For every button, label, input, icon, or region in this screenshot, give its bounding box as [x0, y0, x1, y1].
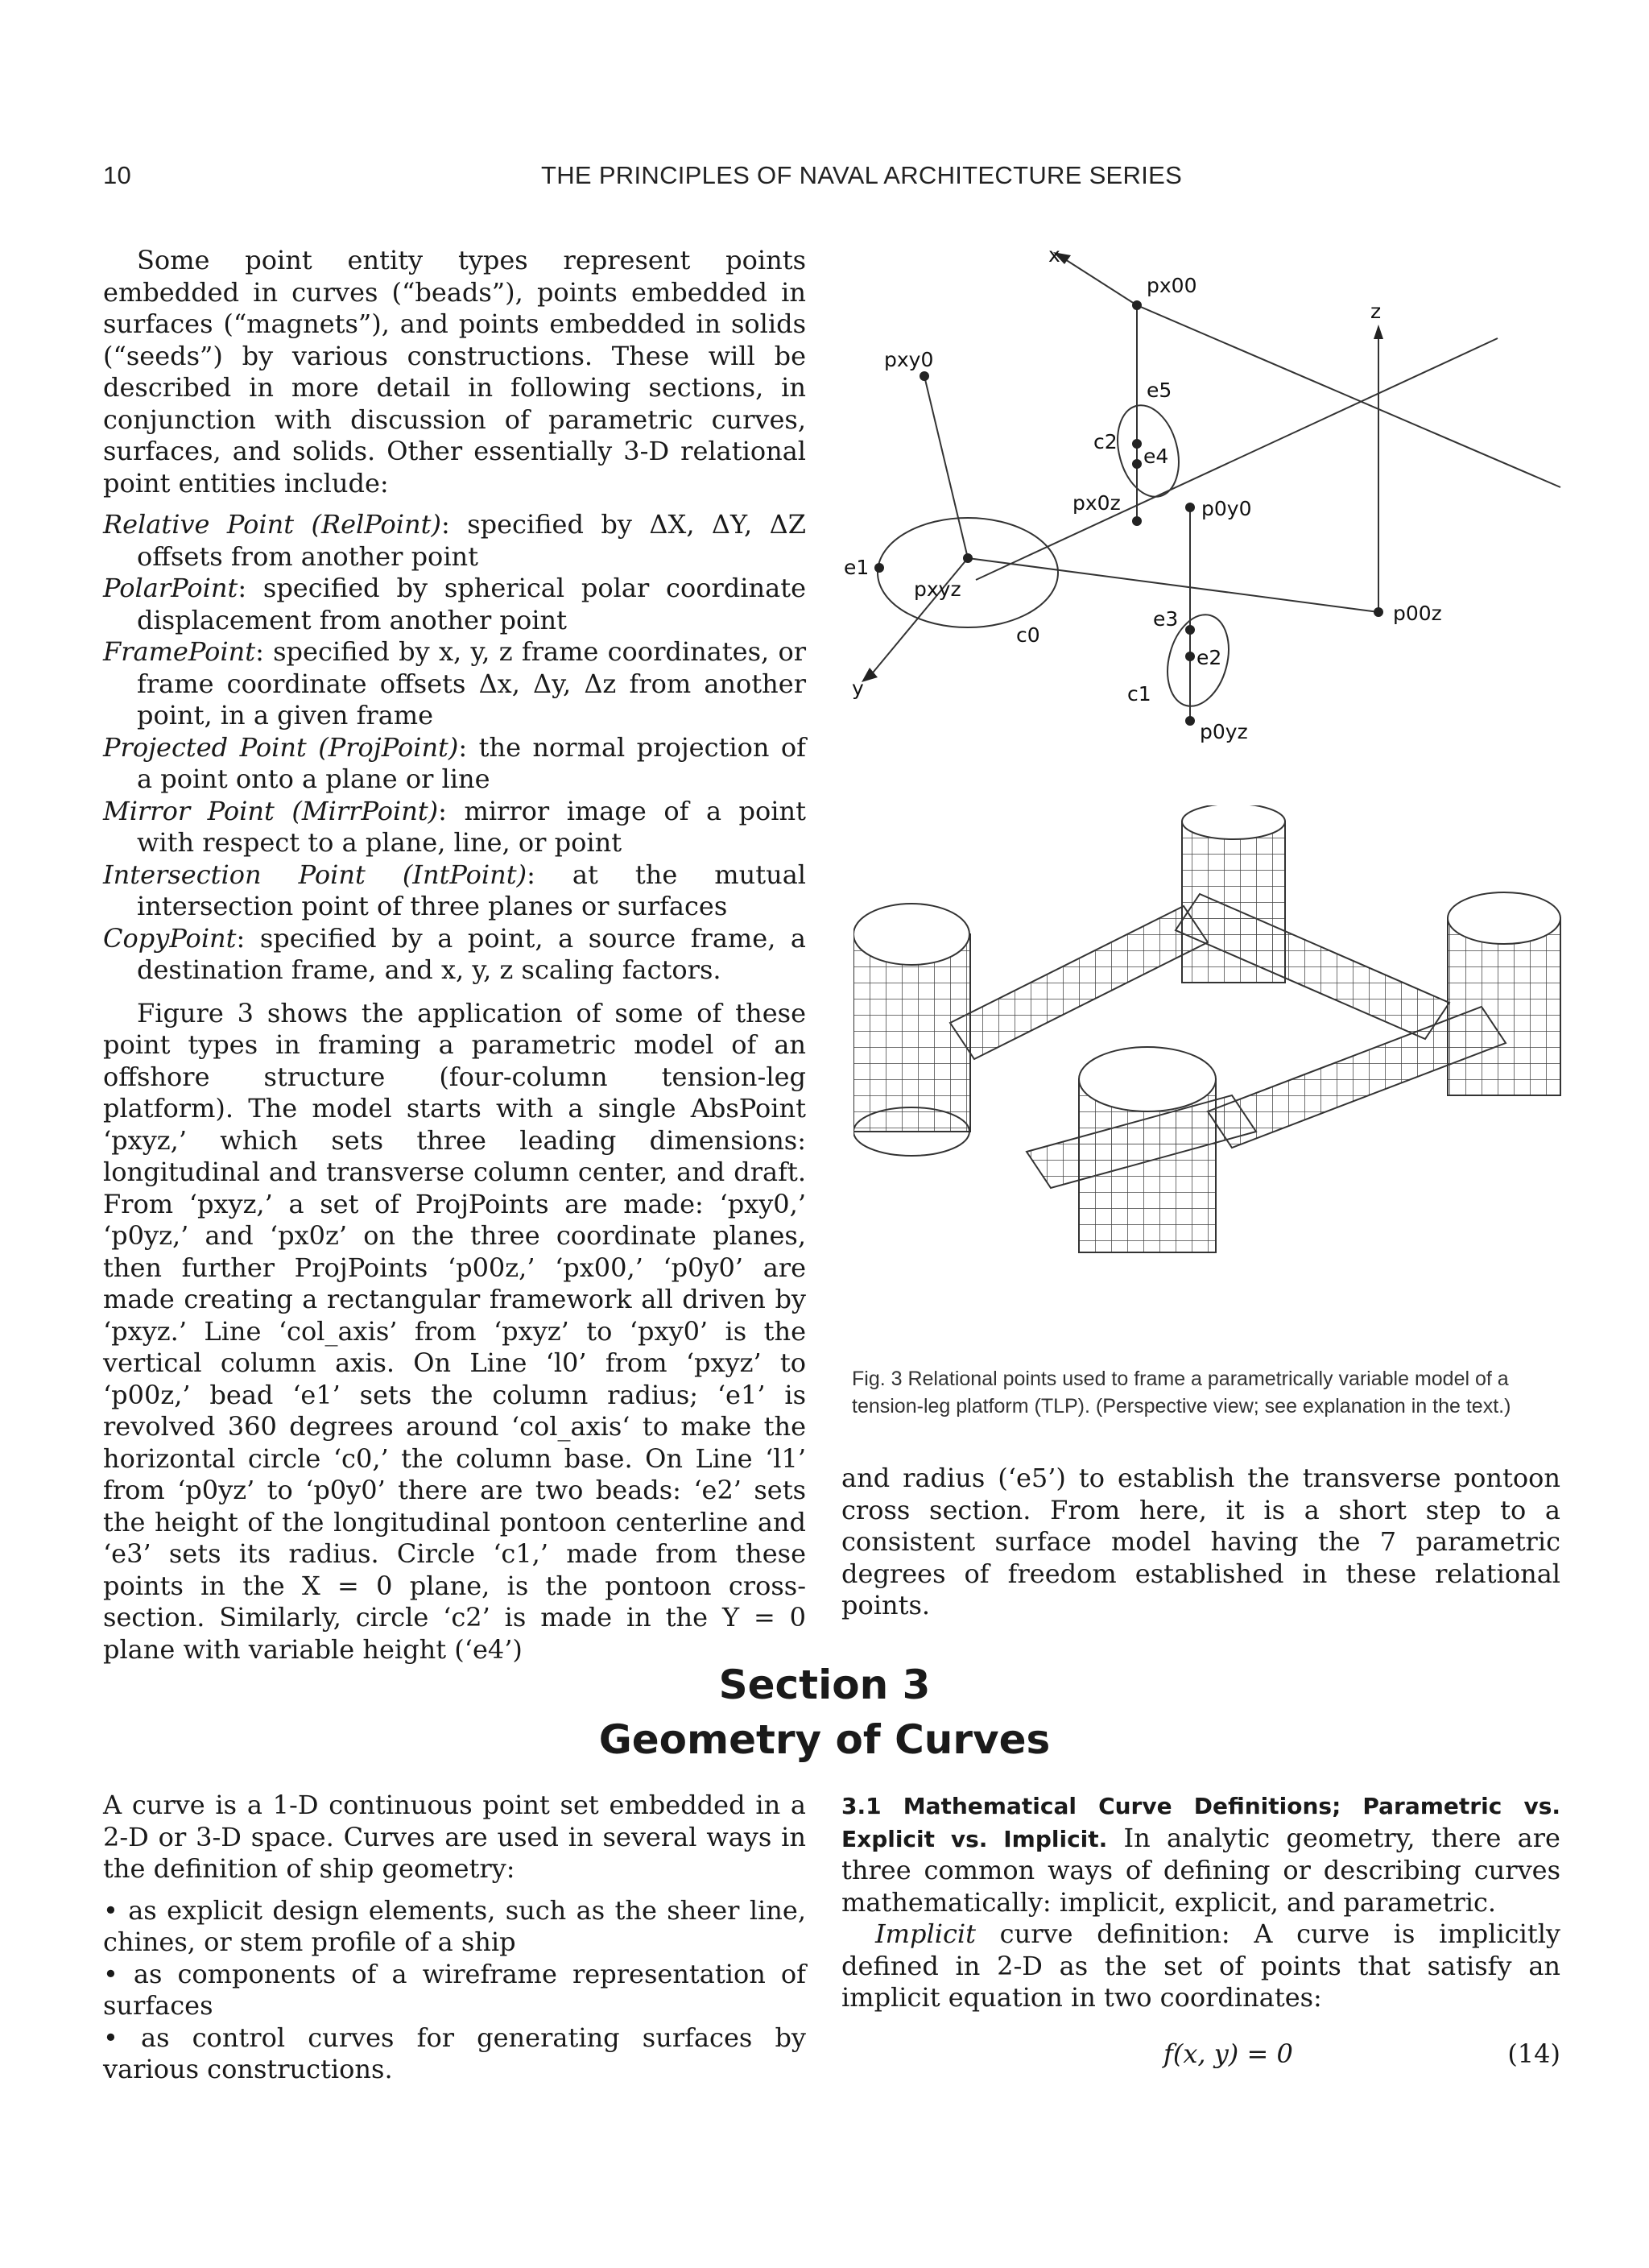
point-e5: [1132, 439, 1142, 449]
definition-item: Intersection Point (IntPoint): at the mutual intersection point of three planes or surfaces: [103, 859, 807, 921]
label-pxyz: pxyz: [914, 577, 961, 601]
subsection-paragraph: 3.1 Mathematical Curve Definitions; Parametric vs. Explicit vs. Implicit. In analytic geometry, there are three common ways of defining or describing curves mathematically: implicit, explicit, and parametric.: [841, 1793, 1560, 1918]
frame-line: [976, 338, 1498, 580]
label-e3: e3: [1153, 607, 1179, 631]
point-p00z: [1374, 607, 1383, 617]
label-e2: e2: [1196, 646, 1222, 669]
equation-number: (14): [1507, 2038, 1560, 2069]
equation-14: [841, 2038, 1560, 2079]
label-x: x: [1048, 243, 1060, 267]
column-back: [1182, 822, 1285, 983]
page-number: 10: [103, 161, 132, 189]
figure-caption: Fig. 3 Relational points used to frame a parametrically variable model of a tension-leg platform (TLP). (Perspective view; see explanation in the text.): [852, 1368, 1511, 1418]
point-e1: [874, 563, 884, 573]
label-p0yz: p0yz: [1200, 720, 1248, 743]
bottom-right-column: [841, 1790, 1560, 2079]
definition-term: Mirror Point (MirrPoint): [103, 795, 439, 826]
label-p0y0: p0y0: [1201, 497, 1252, 520]
label-y: y: [852, 677, 864, 700]
definition-item: Relative Point (RelPoint): specified by ΔX, ΔY, ΔZ offsets from another point: [103, 509, 807, 572]
circle-c0: [878, 518, 1058, 627]
definition-term: FramePoint: [103, 636, 256, 667]
left-column: [103, 245, 806, 1666]
label-px00: px00: [1147, 274, 1197, 297]
point-px00: [1132, 300, 1142, 310]
z-arrow-icon: [1374, 325, 1383, 339]
line-l0: [968, 558, 1378, 612]
continuation-paragraph: and radius (‘e5’) to establish the transverse pontoon cross section. From here, it is a short step to a consistent surface model having the 7 parametric degrees of freedom established in these relational points.: [841, 1463, 1560, 1620]
tlp-wireframe-model: [853, 805, 1562, 1256]
frame-line: [1137, 305, 1560, 487]
label-z: z: [1370, 300, 1382, 323]
implicit-term: Implicit: [875, 1918, 976, 1949]
relational-points-diagram: [837, 238, 1562, 761]
column-left-top: [853, 904, 969, 965]
intro-paragraph: Some point entity types represent points embedded in curves (“beads”), points embedded in surfaces (“magnets”), and points embedded in solids (“seeds”) by various constructions. These will be described in more detail in following sections, in conjunction with discussion of parametric curves, surfaces, and solids. Other essentially 3-D relational point entities include:: [103, 245, 806, 499]
column-front-top: [1079, 1047, 1216, 1111]
bottom-left-column: [103, 1790, 806, 2086]
label-c1: c1: [1127, 682, 1151, 706]
col-axis-line: [924, 376, 968, 558]
column-back-top: [1182, 805, 1285, 839]
point-e4: [1132, 459, 1142, 469]
definition-term: Relative Point (RelPoint): [103, 509, 441, 540]
point-p0yz: [1185, 716, 1195, 726]
x-axis-line: [1059, 255, 1137, 305]
label-e5: e5: [1147, 379, 1172, 402]
definition-term: PolarPoint: [103, 573, 238, 603]
point-px0z: [1132, 516, 1142, 526]
figure-paragraph: Figure 3 shows the application of some of these point types in framing a parametric model of an offshore structure (four-column tension-leg platform). The model starts with a single AbsPoint ‘pxyz,’ which sets three leading dimensions: longitudinal and transverse column center, and draft. From ‘pxyz,’ a set of ProjPoints are made: ‘pxy0,’ ‘p0yz,’ and ‘px0z’ on the three coordinate planes, then further ProjPoints ‘p00z,’ ‘px00,’ ‘p0y0’ are made creating a rectangular framework all driven by ‘pxyz.’ Line ‘col_axis’ from ‘pxyz’ to ‘pxy0’ is the vertical column axis. On Line ‘l0’ from ‘pxyz’ to ‘p00z,’ bead ‘e1’ sets the column radius; ‘e1’ is revolved 360 degrees around ‘col_axis‘ to make the horizontal circle ‘c0,’ the column base. On Line ‘l1’ from ‘p0yz’ to ‘p0y0’ there are two beads: ‘e2’ sets the height of the longitudinal pontoon centerline and ‘e3’ sets its radius. Circle ‘c1,’ made from these points in the X = 0 plane, is the pontoon cross-section. Similarly, circle ‘c2’ is made in the Y = 0 plane with variable height (‘e4’): [103, 997, 806, 1665]
subsection-heading: 3.1 Mathematical Curve Definitions; Parametric vs. Explicit vs. Implicit.: [841, 1793, 1560, 1852]
label-c0: c0: [1016, 623, 1040, 647]
section-number: Section 3: [718, 1662, 931, 1708]
curves-intro-paragraph: A curve is a 1-D continuous point set embedded in a 2-D or 3-D space. Curves are used in several ways in the definition of ship geometry:: [103, 1790, 806, 1884]
section-title: Geometry of Curves: [598, 1716, 1051, 1763]
bullet-item: • as components of a wireframe representation of surfaces: [103, 1958, 806, 2021]
definition-term: CopyPoint: [103, 922, 237, 954]
implicit-paragraph: Implicit curve definition: A curve is implicitly defined in 2-D as the set of points that satisfy an implicit equation in two coordinates:: [841, 1918, 1560, 2013]
point-e3: [1185, 625, 1195, 635]
definition-item: FramePoint: specified by x, y, z frame coordinates, or frame coordinate offsets Δx, Δy, Δz from another point, in a given frame: [103, 636, 806, 730]
right-column-continuation: [841, 1463, 1560, 1622]
bullet-item: • as control curves for generating surfaces by various constructions.: [103, 2022, 806, 2084]
definition-term: Projected Point (ProjPoint): [103, 731, 459, 763]
pontoon-left: [950, 906, 1208, 1059]
label-p00z: p00z: [1393, 602, 1442, 625]
equation: f(x, y) = 0: [1163, 2038, 1293, 2069]
definition-item: Mirror Point (MirrPoint): mirror image of a point with respect to a plane, line, or point: [103, 795, 807, 858]
point-e2: [1185, 652, 1195, 661]
label-e1: e1: [844, 556, 870, 579]
column-right-top: [1448, 892, 1560, 944]
definition-item: CopyPoint: specified by a point, a source frame, a destination frame, and x, y, z scaling factors.: [103, 922, 806, 985]
label-px0z: px0z: [1072, 491, 1121, 515]
point-p0y0: [1185, 503, 1195, 512]
point-pxyz: [963, 553, 973, 563]
label-pxy0: pxy0: [884, 348, 934, 371]
point-type-list: [103, 509, 806, 987]
label-c2: c2: [1093, 430, 1118, 453]
y-axis-line: [870, 558, 968, 677]
definition-item: Projected Point (ProjPoint): the normal projection of a point onto a plane or line: [103, 731, 806, 794]
bullet-item: • as explicit design elements, such as the sheer line, chines, or stem profile of a ship: [103, 1894, 806, 1957]
definition-term: Intersection Point (IntPoint): [103, 859, 527, 890]
label-e4: e4: [1143, 445, 1169, 468]
definition-item: PolarPoint: specified by spherical polar coordinate displacement from another point: [103, 573, 806, 635]
running-header: THE PRINCIPLES OF NAVAL ARCHITECTURE SERIES: [541, 161, 1183, 189]
point-pxy0: [920, 371, 929, 381]
